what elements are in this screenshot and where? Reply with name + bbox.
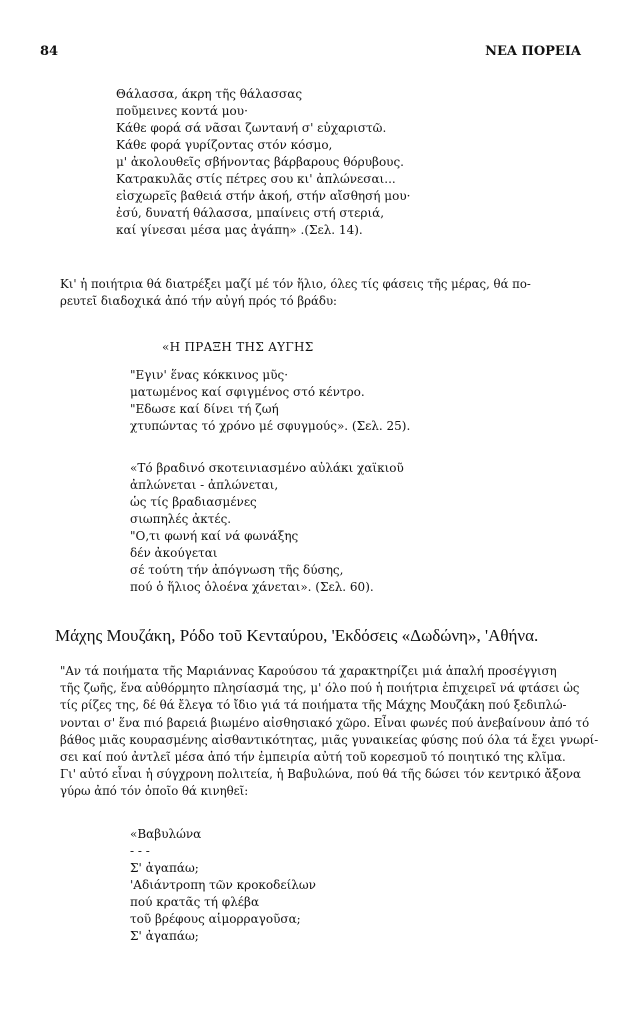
quote-block-3 [130,460,404,596]
journal-title: ΝΕΑ ΠΟΡΕΙΑ [485,44,581,59]
verse-line: ἐσύ, δυνατή θάλασσα, μπαίνεις στή στεριά, [116,206,385,220]
paragraph-line: τίς ρίζες της, δέ θά ἔλεγα τό ἴδιο γιά τά ποιήματα τῆς Μάχης Μουζάκη πού ξεδιπλώ- [60,698,567,713]
verse-line: Κάθε φορά γυρίζοντας στόν κόσμο, [116,138,333,152]
verse-line: Κάθε φορά σά νᾶσαι ζωντανή σ' εὐχαριστῶ. [116,121,387,135]
paragraph-line: γύρω ἀπό τόν ὁποῖο θά κινηθεῖ: [60,784,249,799]
verse-line: "Εδωσε καί δίνει τή ζωή [130,402,279,416]
paragraph-line: Γι' αὐτό εἶναι ἡ σύγχρονη πολιτεία, ἡ Βαβυλώνα, πού θά τῆς δώσει τόν κεντρικό ἄξονα [60,767,581,782]
verse-line: "Εγιν' ἕνας κόκκινος μῦς· [130,368,289,382]
verse-line: τοῦ βρέφους αἱμορραγοῦσα; [130,912,301,926]
verse-line: ἀπλώνεται - ἀπλώνεται, [130,478,279,492]
verse-line: 'Αδιάντροπη τῶν κροκοδείλων [130,878,316,892]
page-number: 84 [40,44,59,59]
paragraph-line: νονται σ' ἕνα πιό βαρειά βιωμένο αἰσθησιακό χῶρο. Εἶναι φωνές πού ἀνεβαίνουν ἀπό τό [60,715,590,730]
body-paragraph-2 [60,663,599,801]
quote-block-2 [130,367,410,435]
verse-line: μ' ἀκολουθεῖς σβήνοντας βάρβαρους θόρυβους. [116,155,404,169]
verse-line: πού ὁ ἥλιος ὁλοένα χάνεται». (Σελ. 60). [130,580,374,594]
quote-block-4 [130,826,316,945]
verse-line: δέν ἀκούγεται [130,546,218,560]
paragraph-line: ρευτεῖ διαδοχικά ἀπό τήν αὐγή πρός τό βράδυ: [60,294,337,308]
verse-line: σέ τούτη τήν ἀπόγνωση τῆς δύσης, [130,563,344,577]
verse-line: Σ' ἀγαπάω; [130,929,199,943]
verse-line: σιωπηλές ἀκτές. [130,512,232,526]
body-paragraph-1 [60,276,581,310]
verse-line: - - - [130,844,150,858]
poem-title: «Η ΠΡΑΞΗ ΤΗΣ ΑΥΓΗΣ [162,340,314,354]
verse-line: ματωμένος καί σφιγμένος στό κέντρο. [130,385,365,399]
paragraph-line: Κι' ἡ ποιήτρια θά διατρέξει μαζί μέ τόν ἥλιο, όλες τίς φάσεις τῆς μέρας, θά πο- [60,277,531,291]
paragraph-line: βάθος μιᾶς κουρασμένης αἰσθαντικότητας, μιᾶς γυναικείας φύσης πού όλα τά ἔχει γνωρί- [60,732,599,747]
verse-line: «Τό βραδινό σκοτεινιασμένο αὐλάκι χαϊκιοῦ [130,461,404,475]
verse-line: Σ' ἀγαπάω; [130,861,199,875]
verse-line: καί γίνεσαι μέσα μας ἀγάπη» .(Σελ. 14). [116,223,363,237]
verse-line: ὡς τίς βραδιασμένες [130,495,257,509]
verse-line: ποῦμεινες κοντά μου· [116,104,248,118]
verse-line: "Ο,τι φωνή καί νά φωνάξης [130,529,299,543]
quote-block-1 [116,86,410,239]
paragraph-line: τῆς ζωῆς, ἕνα αὐθόρμητο πλησίασμά της, μ' όλο πού ἡ ποιήτρια ἐπιχειρεῖ νά φτάσει ὡς [60,681,580,696]
running-header [40,44,581,64]
verse-line: χτυπώντας τό χρόνο μέ σφυγμούς». (Σελ. 25). [130,419,411,433]
paragraph-line: σει καί πού ἀντλεῖ μέσα ἀπό τήν ἐμπειρία αὐτή τοῦ κορεσμοῦ τό ποιητικό της κλῖμα. [60,750,566,765]
verse-line: εἰσχωρεῖς βαθειά στήν ἀκοή, στήν αἴσθησή μου· [116,189,411,203]
verse-line: «Βαβυλώνα [130,827,202,841]
paragraph-line: "Αν τά ποιήματα τῆς Μαριάννας Καρούσου τά χαρακτηρίζει μιά ἁπαλή προσέγγιση [60,664,557,678]
review-heading: Μάχης Μουζάκη, Ρόδο τοῦ Κενταύρου, 'Εκδόσεις «Δωδώνη», 'Αθήνα. [55,626,539,645]
verse-line: Θάλασσα, άκρη τῆς θάλασσας [116,87,303,101]
verse-line: Κατρακυλᾶς στίς πέτρες σου κι' ἀπλώνεσαι... [116,172,396,186]
verse-line: πού κρατᾶς τή φλέβα [130,895,260,909]
